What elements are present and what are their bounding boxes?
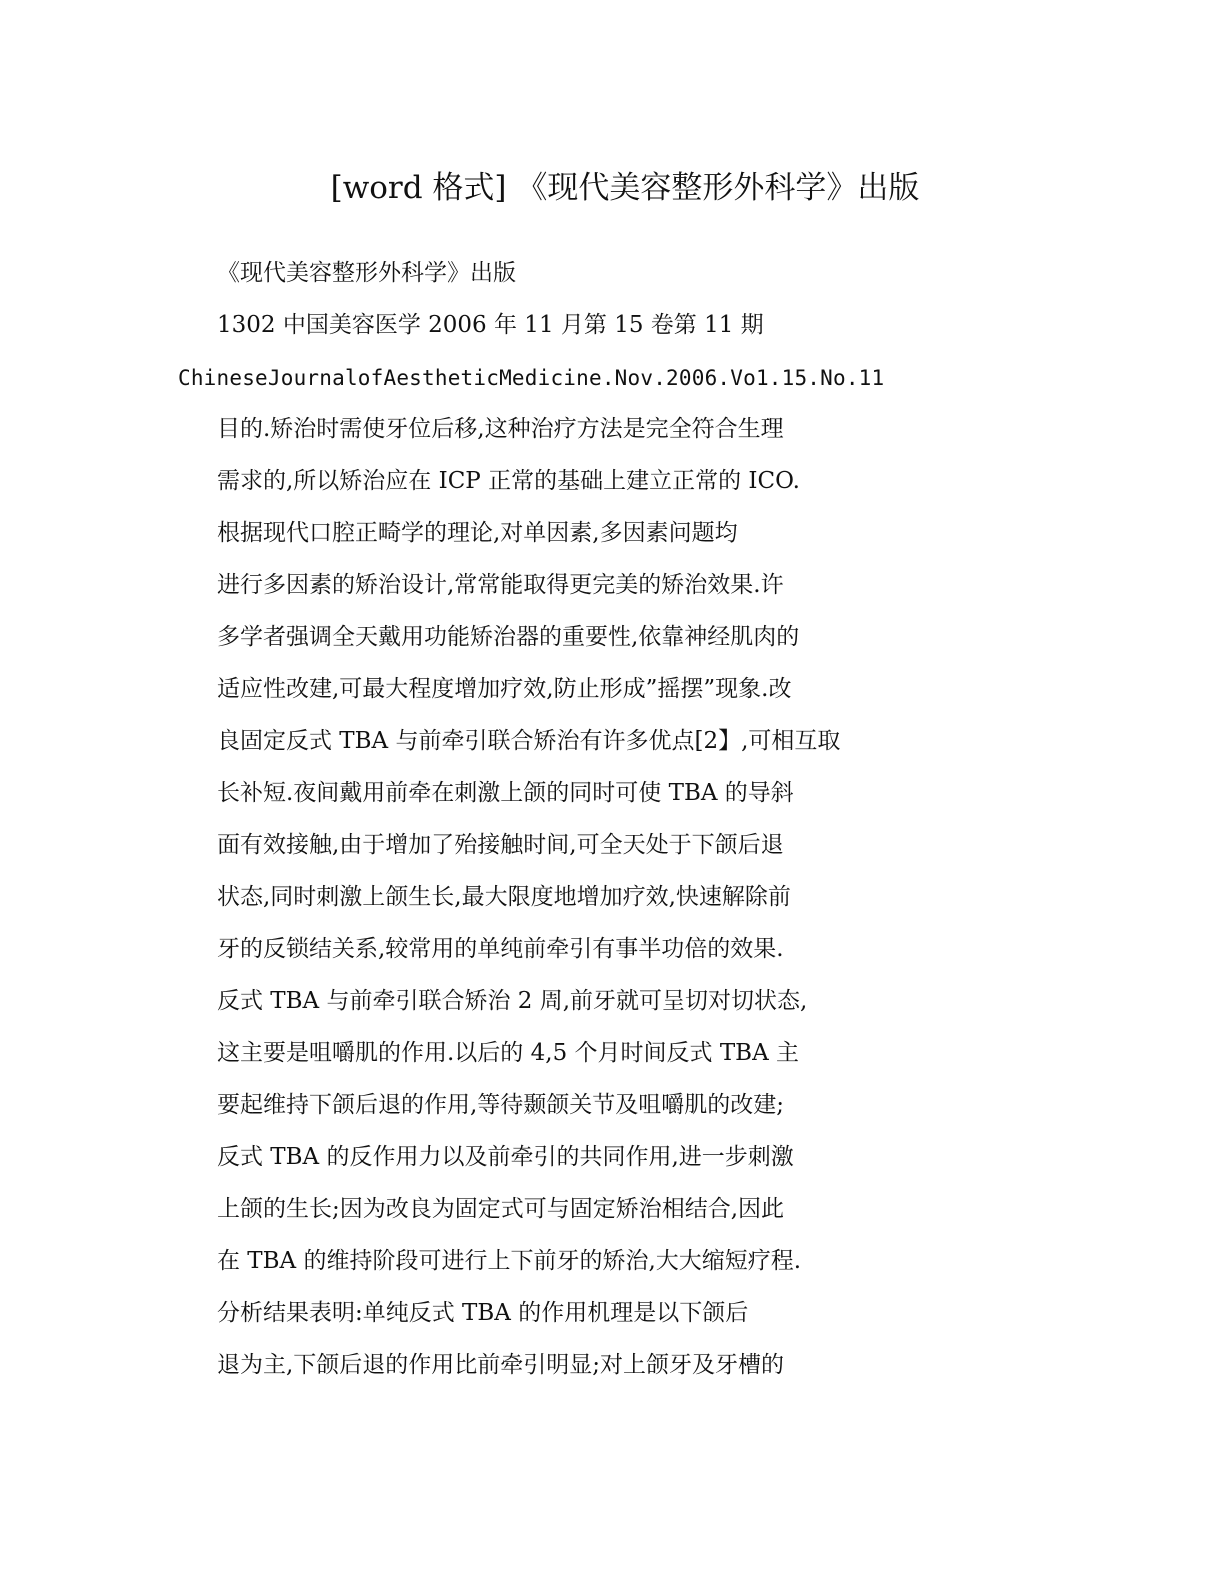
- text-line: 长补短.夜间戴用前牵在刺激上颌的同时可使 TBA 的导斜: [217, 780, 794, 806]
- text-line: 退为主,下颌后退的作用比前牵引明显;对上颌牙及牙槽的: [217, 1352, 785, 1378]
- text-line: 良固定反式 TBA 与前牵引联合矫治有许多优点[2】,可相互取: [217, 728, 841, 754]
- text-line: 反式 TBA 与前牵引联合矫治 2 周,前牙就可呈切对切状态,: [217, 988, 808, 1014]
- text-line: 进行多因素的矫治设计,常常能取得更完美的矫治效果.许: [217, 572, 784, 598]
- document-title: [word 格式] 《现代美容整形外科学》出版: [330, 170, 920, 206]
- text-line: 反式 TBA 的反作用力以及前牵引的共同作用,进一步刺激: [217, 1144, 794, 1170]
- text-line: 分析结果表明:单纯反式 TBA 的作用机理是以下颌后: [217, 1300, 749, 1326]
- text-line: 需求的,所以矫治应在 ICP 正常的基础上建立正常的 ICO.: [217, 468, 800, 494]
- text-line: 要起维持下颌后退的作用,等待颞颌关节及咀嚼肌的改建;: [217, 1092, 785, 1118]
- text-line: 状态,同时刺激上颌生长,最大限度地增加疗效,快速解除前: [217, 884, 791, 910]
- text-line: 适应性改建,可最大程度增加疗效,防止形成”摇摆”现象.改: [217, 676, 792, 702]
- text-line: 多学者强调全天戴用功能矫治器的重要性,依靠神经肌肉的: [217, 624, 800, 650]
- text-line: 《现代美容整形外科学》出版: [217, 260, 516, 286]
- text-line: 这主要是咀嚼肌的作用.以后的 4,5 个月时间反式 TBA 主: [217, 1040, 799, 1066]
- text-line: 1302 中国美容医学 2006 年 11 月第 15 卷第 11 期: [217, 312, 764, 338]
- text-line: ChineseJournalofAestheticMedicine.Nov.2006.Vo1.15.No.11: [178, 366, 885, 390]
- text-line: 面有效接触,由于增加了殆接触时间,可全天处于下颌后退: [217, 832, 784, 858]
- text-line: 根据现代口腔正畸学的理论,对单因素,多因素问题均: [217, 520, 738, 546]
- text-line: 牙的反锁结关系,较常用的单纯前牵引有事半功倍的效果.: [217, 936, 784, 962]
- text-line: 在 TBA 的维持阶段可进行上下前牙的矫治,大大缩短疗程.: [217, 1248, 802, 1274]
- text-line: 上颌的生长;因为改良为固定式可与固定矫治相结合,因此: [217, 1196, 785, 1222]
- text-line: 目的.矫治时需使牙位后移,这种治疗方法是完全符合生理: [217, 416, 784, 442]
